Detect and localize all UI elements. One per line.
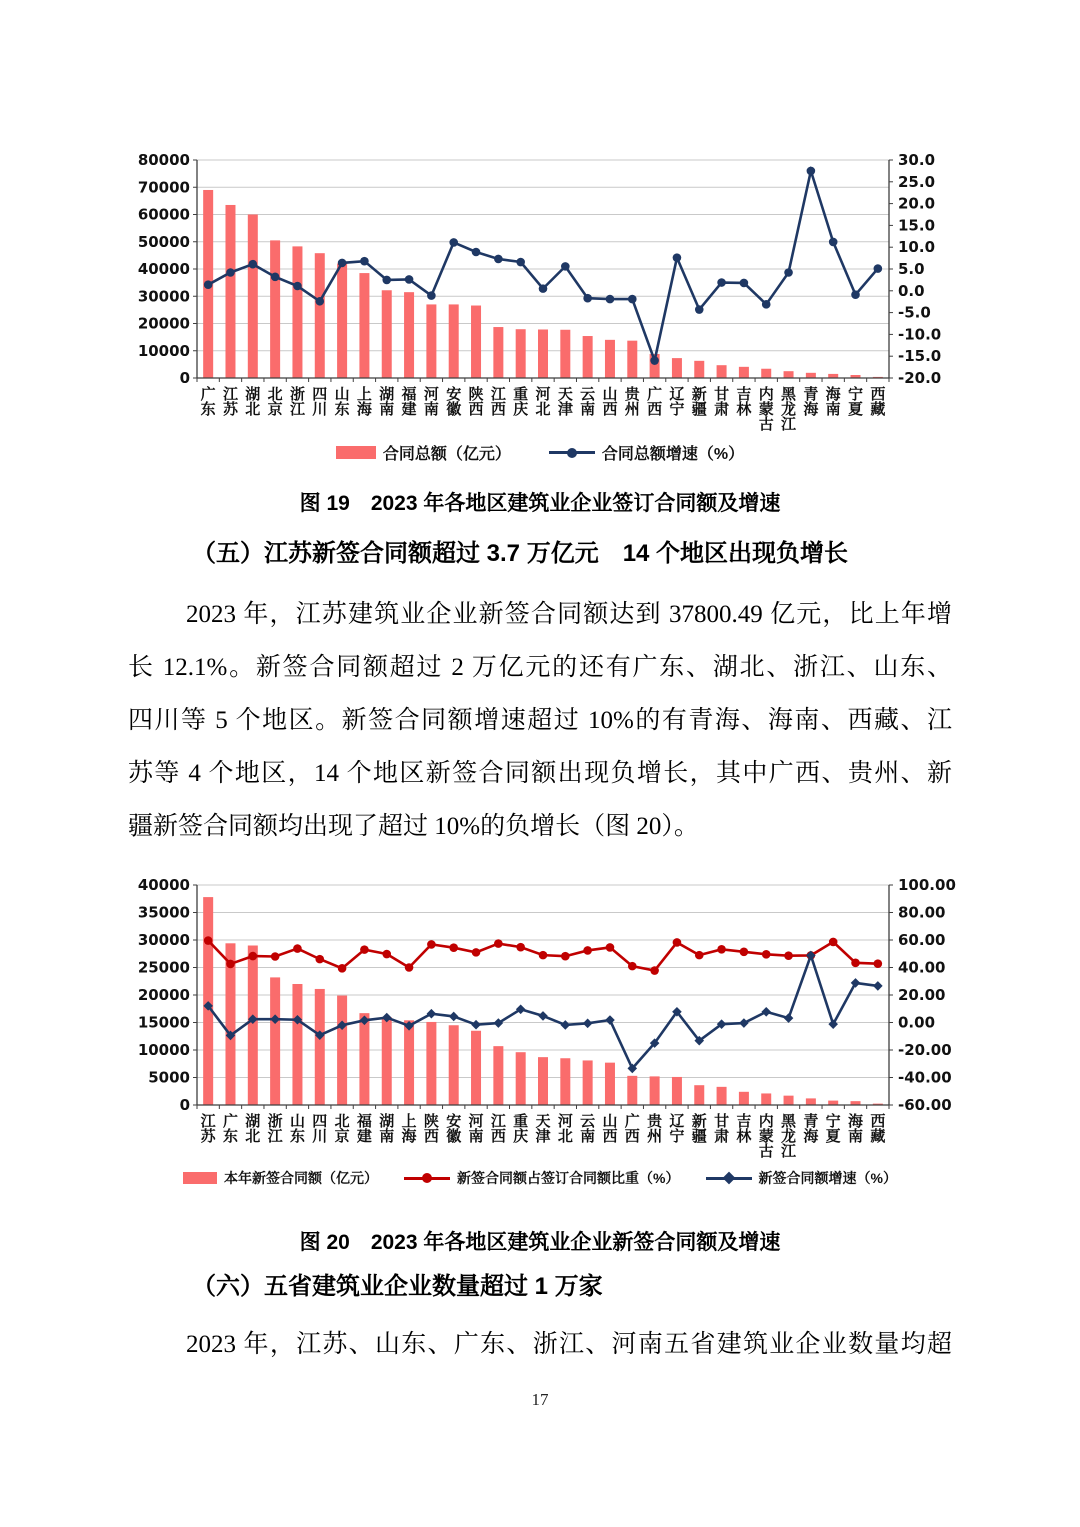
svg-text:西: 西 bbox=[423, 1127, 439, 1145]
svg-text:贵: 贵 bbox=[647, 1112, 663, 1130]
svg-text:100.00: 100.00 bbox=[898, 876, 956, 894]
svg-text:60000: 60000 bbox=[137, 205, 190, 224]
svg-text:西: 西 bbox=[490, 400, 506, 418]
svg-text:川: 川 bbox=[312, 400, 328, 418]
svg-text:上: 上 bbox=[356, 385, 372, 403]
svg-text:-5.0: -5.0 bbox=[898, 303, 931, 322]
svg-text:陕: 陕 bbox=[468, 385, 484, 403]
svg-text:上: 上 bbox=[401, 1112, 417, 1130]
svg-text:东: 东 bbox=[334, 400, 350, 418]
section-5-paragraph bbox=[128, 588, 952, 853]
svg-text:徽: 徽 bbox=[446, 400, 462, 418]
svg-text:0: 0 bbox=[179, 369, 190, 387]
paragraph-line: 长 12.1%。新签合同额超过 2 万亿元的还有广东、湖北、浙江、山东、 bbox=[128, 654, 952, 681]
svg-text:湖: 湖 bbox=[379, 385, 395, 403]
svg-text:甘: 甘 bbox=[714, 1112, 730, 1130]
svg-text:北: 北 bbox=[245, 1127, 261, 1145]
svg-text:重: 重 bbox=[513, 1112, 529, 1130]
figure-19-legend bbox=[0, 441, 1080, 464]
legend-label: 合同总额增速（%） bbox=[601, 446, 745, 463]
svg-text:龙: 龙 bbox=[781, 400, 797, 418]
svg-text:京: 京 bbox=[334, 1127, 350, 1145]
section-6-paragraph bbox=[128, 1318, 952, 1371]
svg-text:夏: 夏 bbox=[848, 400, 864, 418]
svg-text:西: 西 bbox=[490, 1127, 506, 1145]
svg-text:西: 西 bbox=[624, 1127, 640, 1145]
svg-text:津: 津 bbox=[535, 1127, 551, 1145]
svg-text:广: 广 bbox=[624, 1112, 640, 1130]
line-circle-swatch-icon bbox=[404, 1172, 450, 1185]
svg-text:新: 新 bbox=[691, 385, 707, 403]
svg-text:肃: 肃 bbox=[714, 400, 730, 418]
svg-text:徽: 徽 bbox=[446, 1127, 462, 1145]
figure-20-caption: 图 20 2023 年各地区建筑业企业新签合同额及增速 bbox=[299, 1231, 781, 1254]
svg-text:50000: 50000 bbox=[137, 232, 190, 251]
section-5-heading: （五）江苏新签合同额超过 3.7 万亿元 14 个地区出现负增长 bbox=[192, 540, 849, 567]
svg-text:河: 河 bbox=[423, 385, 439, 403]
svg-text:吉: 吉 bbox=[736, 385, 752, 403]
svg-text:江: 江 bbox=[781, 415, 797, 433]
svg-text:黑: 黑 bbox=[781, 1112, 797, 1130]
svg-text:0.00: 0.00 bbox=[898, 1013, 936, 1032]
paragraph-line: 2023 年，江苏、山东、广东、浙江、河南五省建筑业企业数量均超 bbox=[186, 1331, 952, 1358]
svg-text:南: 南 bbox=[825, 400, 841, 418]
svg-text:宁: 宁 bbox=[848, 385, 864, 403]
svg-text:建: 建 bbox=[356, 1127, 372, 1145]
figure-20-chart-canvas bbox=[135, 873, 960, 1173]
legend-item-contract-total bbox=[336, 441, 511, 464]
svg-text:内: 内 bbox=[758, 385, 774, 403]
svg-text:北: 北 bbox=[267, 385, 283, 403]
svg-text:广: 广 bbox=[647, 385, 663, 403]
svg-text:古: 古 bbox=[758, 415, 774, 433]
svg-text:山: 山 bbox=[602, 385, 618, 403]
svg-text:60.00: 60.00 bbox=[898, 931, 946, 949]
svg-text:40000: 40000 bbox=[137, 876, 190, 894]
svg-text:-60.00: -60.00 bbox=[898, 1096, 952, 1114]
svg-text:35000: 35000 bbox=[137, 903, 190, 922]
svg-text:苏: 苏 bbox=[200, 1127, 216, 1145]
svg-text:河: 河 bbox=[535, 385, 551, 403]
svg-text:江: 江 bbox=[200, 1112, 216, 1130]
svg-text:京: 京 bbox=[267, 400, 283, 418]
svg-text:25000: 25000 bbox=[137, 958, 190, 977]
svg-text:80.00: 80.00 bbox=[898, 903, 946, 922]
svg-text:10000: 10000 bbox=[137, 341, 190, 360]
svg-text:蒙: 蒙 bbox=[758, 400, 774, 418]
svg-text:庆: 庆 bbox=[513, 400, 529, 418]
svg-text:疆: 疆 bbox=[691, 1127, 707, 1145]
svg-text:海: 海 bbox=[356, 400, 372, 418]
svg-text:-20.0: -20.0 bbox=[898, 369, 942, 387]
svg-text:70000: 70000 bbox=[137, 178, 190, 197]
svg-text:80000: 80000 bbox=[137, 151, 190, 169]
legend-item-new-contract-growth bbox=[706, 1168, 897, 1188]
svg-text:海: 海 bbox=[401, 1127, 417, 1145]
svg-text:南: 南 bbox=[468, 1127, 484, 1145]
svg-text:北: 北 bbox=[535, 400, 551, 418]
svg-text:青: 青 bbox=[803, 1112, 819, 1130]
svg-text:宁: 宁 bbox=[825, 1112, 841, 1130]
svg-text:东: 东 bbox=[222, 1127, 238, 1145]
svg-text:四: 四 bbox=[312, 385, 328, 403]
svg-text:湖: 湖 bbox=[245, 1112, 261, 1130]
svg-text:吉: 吉 bbox=[736, 1112, 752, 1130]
svg-text:海: 海 bbox=[848, 1112, 864, 1130]
svg-text:河: 河 bbox=[468, 1112, 484, 1130]
svg-text:15000: 15000 bbox=[137, 1013, 190, 1032]
paragraph-line: 疆新签合同额均出现了超过 10%的负增长（图 20）。 bbox=[128, 813, 699, 840]
legend-label: 新签合同额增速（%） bbox=[758, 1170, 897, 1186]
svg-text:20000: 20000 bbox=[137, 986, 190, 1004]
svg-text:安: 安 bbox=[446, 385, 462, 403]
svg-text:林: 林 bbox=[736, 1127, 752, 1145]
svg-text:20.00: 20.00 bbox=[898, 986, 946, 1004]
paragraph-line: 苏等 4 个地区，14 个地区新签合同额出现负增长，其中广西、贵州、新 bbox=[128, 760, 952, 787]
svg-text:25.0: 25.0 bbox=[898, 172, 936, 191]
svg-text:海: 海 bbox=[803, 1127, 819, 1145]
paragraph-line: 四川等 5 个地区。新签合同额增速超过 10%的有青海、海南、西藏、江 bbox=[128, 707, 952, 734]
svg-text:30.0: 30.0 bbox=[898, 151, 936, 169]
svg-text:南: 南 bbox=[379, 400, 395, 418]
svg-text:西: 西 bbox=[647, 400, 663, 418]
svg-text:30000: 30000 bbox=[137, 931, 190, 949]
svg-text:-15.0: -15.0 bbox=[898, 347, 942, 366]
svg-text:甘: 甘 bbox=[714, 385, 730, 403]
svg-text:北: 北 bbox=[245, 400, 261, 418]
svg-text:天: 天 bbox=[535, 1112, 551, 1130]
svg-text:州: 州 bbox=[624, 400, 640, 418]
svg-text:广: 广 bbox=[222, 1112, 238, 1130]
figure-19-chart bbox=[135, 148, 960, 448]
svg-text:福: 福 bbox=[356, 1112, 372, 1130]
svg-text:江: 江 bbox=[222, 385, 238, 403]
svg-text:藏: 藏 bbox=[870, 1127, 886, 1145]
svg-text:西: 西 bbox=[870, 1112, 886, 1130]
svg-text:林: 林 bbox=[736, 400, 752, 418]
svg-text:江: 江 bbox=[267, 1127, 283, 1145]
svg-text:黑: 黑 bbox=[781, 385, 797, 403]
svg-text:海: 海 bbox=[825, 385, 841, 403]
svg-text:北: 北 bbox=[334, 1112, 350, 1130]
svg-text:安: 安 bbox=[446, 1112, 462, 1130]
svg-text:四: 四 bbox=[312, 1112, 328, 1130]
svg-text:疆: 疆 bbox=[691, 400, 707, 418]
svg-text:南: 南 bbox=[848, 1127, 864, 1145]
svg-text:山: 山 bbox=[334, 385, 350, 403]
svg-text:津: 津 bbox=[557, 400, 573, 418]
bar-swatch-icon bbox=[183, 1172, 217, 1184]
line-diamond-swatch-icon bbox=[706, 1172, 752, 1185]
svg-text:内: 内 bbox=[758, 1112, 774, 1130]
svg-text:江: 江 bbox=[490, 385, 506, 403]
legend-label: 本年新签合同额（亿元） bbox=[224, 1170, 379, 1186]
svg-text:古: 古 bbox=[758, 1142, 774, 1160]
paragraph-line: 2023 年，江苏建筑业企业新签合同额达到 37800.49 亿元，比上年增 bbox=[186, 601, 952, 628]
svg-text:-40.00: -40.00 bbox=[898, 1068, 952, 1087]
svg-text:藏: 藏 bbox=[870, 400, 886, 418]
svg-text:-10.0: -10.0 bbox=[898, 325, 942, 344]
svg-text:10000: 10000 bbox=[137, 1041, 190, 1059]
legend-item-new-contract-ratio bbox=[404, 1168, 679, 1188]
svg-text:肃: 肃 bbox=[714, 1127, 730, 1145]
svg-text:青: 青 bbox=[803, 385, 819, 403]
svg-text:河: 河 bbox=[557, 1112, 573, 1130]
svg-text:南: 南 bbox=[379, 1127, 395, 1145]
svg-text:陕: 陕 bbox=[423, 1112, 439, 1130]
svg-text:云: 云 bbox=[580, 1112, 596, 1130]
svg-text:5000: 5000 bbox=[148, 1068, 190, 1087]
line-circle-swatch-icon bbox=[549, 446, 595, 459]
figure-19-chart-canvas bbox=[135, 148, 960, 448]
svg-text:40000: 40000 bbox=[137, 260, 190, 278]
figure-20-legend bbox=[0, 1168, 1080, 1188]
svg-text:5.0: 5.0 bbox=[898, 260, 925, 278]
svg-text:山: 山 bbox=[289, 1112, 305, 1130]
svg-text:苏: 苏 bbox=[222, 400, 238, 418]
svg-text:江: 江 bbox=[289, 400, 305, 418]
bar-swatch-icon bbox=[336, 446, 376, 459]
svg-text:州: 州 bbox=[647, 1127, 663, 1145]
svg-text:0: 0 bbox=[179, 1096, 190, 1114]
svg-text:西: 西 bbox=[468, 400, 484, 418]
svg-text:海: 海 bbox=[803, 400, 819, 418]
svg-text:宁: 宁 bbox=[669, 1127, 685, 1145]
svg-text:南: 南 bbox=[423, 400, 439, 418]
svg-text:庆: 庆 bbox=[513, 1127, 529, 1145]
svg-text:北: 北 bbox=[557, 1127, 573, 1145]
svg-text:西: 西 bbox=[602, 1127, 618, 1145]
svg-text:浙: 浙 bbox=[267, 1112, 283, 1130]
svg-text:10.0: 10.0 bbox=[898, 238, 936, 257]
legend-item-contract-growth bbox=[549, 441, 744, 464]
svg-text:东: 东 bbox=[200, 400, 216, 418]
svg-text:15.0: 15.0 bbox=[898, 216, 936, 235]
svg-text:贵: 贵 bbox=[624, 385, 640, 403]
legend-label: 新签合同额占签订合同额比重（%） bbox=[457, 1170, 680, 1186]
svg-text:重: 重 bbox=[513, 385, 529, 403]
svg-text:江: 江 bbox=[490, 1112, 506, 1130]
svg-text:南: 南 bbox=[580, 1127, 596, 1145]
svg-text:南: 南 bbox=[580, 400, 596, 418]
svg-text:广: 广 bbox=[200, 385, 216, 403]
section-6-heading: （六）五省建筑业企业数量超过 1 万家 bbox=[192, 1273, 603, 1300]
svg-text:-20.00: -20.00 bbox=[898, 1041, 952, 1059]
svg-text:夏: 夏 bbox=[825, 1127, 841, 1145]
svg-text:东: 东 bbox=[289, 1127, 305, 1145]
svg-text:西: 西 bbox=[602, 400, 618, 418]
svg-text:辽: 辽 bbox=[669, 385, 685, 403]
svg-text:20.0: 20.0 bbox=[898, 194, 936, 213]
svg-text:福: 福 bbox=[401, 385, 417, 403]
svg-text:20000: 20000 bbox=[137, 314, 190, 333]
figure-19-caption: 图 19 2023 年各地区建筑业企业签订合同额及增速 bbox=[299, 492, 781, 515]
page-number: 17 bbox=[531, 1390, 549, 1409]
svg-text:40.00: 40.00 bbox=[898, 958, 946, 977]
svg-text:云: 云 bbox=[580, 385, 596, 403]
svg-text:0.0: 0.0 bbox=[898, 281, 925, 300]
svg-text:西: 西 bbox=[870, 385, 886, 403]
svg-text:天: 天 bbox=[557, 385, 573, 403]
svg-text:湖: 湖 bbox=[245, 385, 261, 403]
svg-text:新: 新 bbox=[691, 1112, 707, 1130]
svg-text:山: 山 bbox=[602, 1112, 618, 1130]
svg-text:宁: 宁 bbox=[669, 400, 685, 418]
svg-text:湖: 湖 bbox=[379, 1112, 395, 1130]
svg-text:辽: 辽 bbox=[669, 1112, 685, 1130]
legend-item-new-contract bbox=[183, 1168, 378, 1188]
svg-text:浙: 浙 bbox=[289, 385, 305, 403]
svg-text:龙: 龙 bbox=[781, 1127, 797, 1145]
legend-label: 合同总额（亿元） bbox=[382, 446, 511, 463]
svg-text:川: 川 bbox=[312, 1127, 328, 1145]
svg-text:建: 建 bbox=[401, 400, 417, 418]
svg-text:蒙: 蒙 bbox=[758, 1127, 774, 1145]
svg-text:30000: 30000 bbox=[137, 287, 190, 306]
svg-text:江: 江 bbox=[781, 1142, 797, 1160]
figure-20-chart bbox=[135, 873, 960, 1173]
